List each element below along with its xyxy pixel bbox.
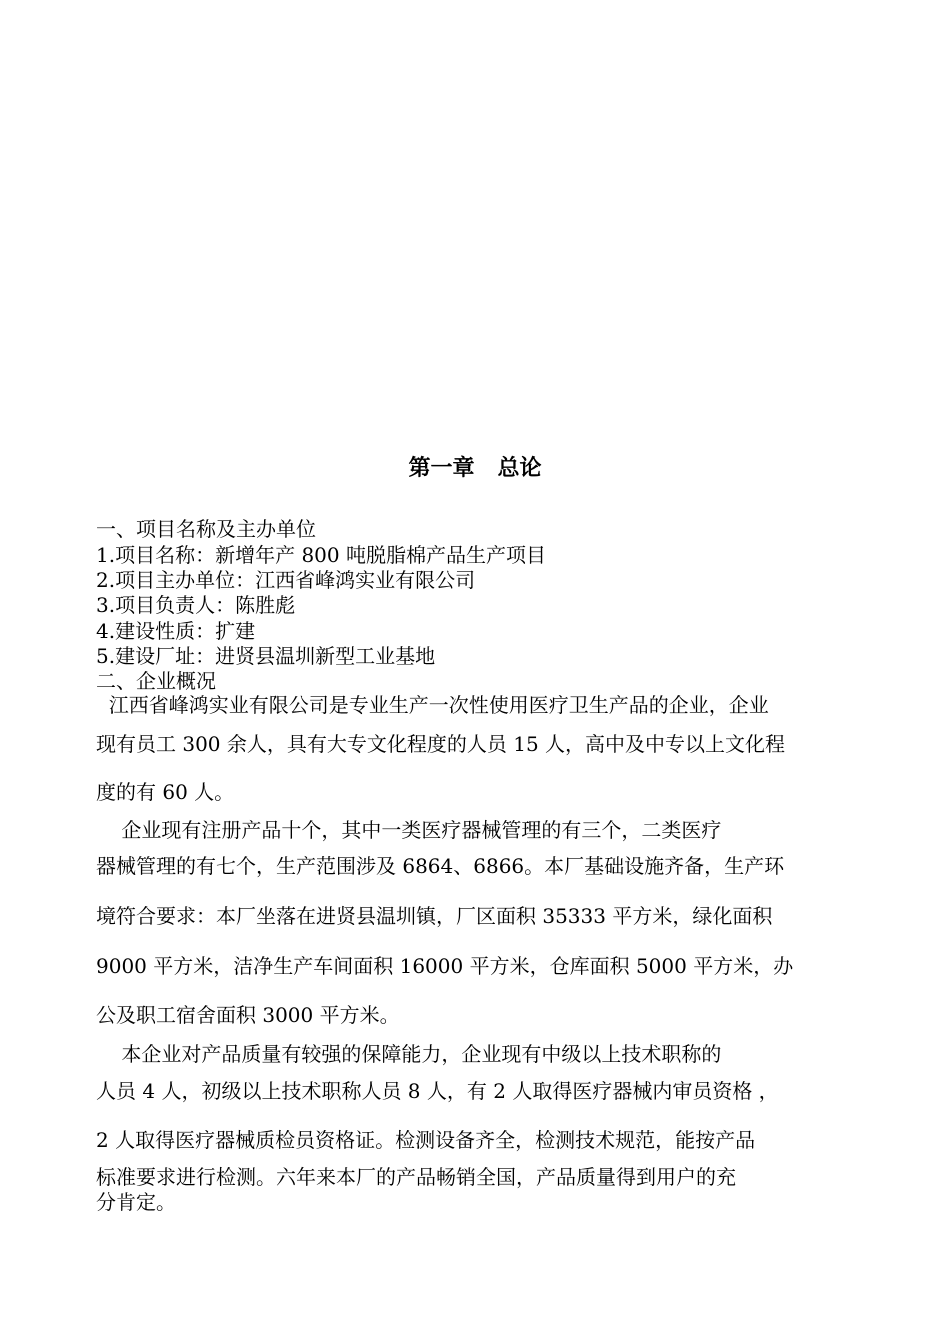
section-heading-project: 一、项目名称及主办单位 (96, 517, 316, 541)
project-item-nature: 4.建设性质：扩建 (96, 619, 256, 643)
paragraph-line: 公及职工宿舍面积 3000 平方米。 (96, 1003, 400, 1027)
paragraph-line: 本企业对产品质量有较强的保障能力，企业现有中级以上技术职称的 (96, 1042, 722, 1066)
project-item-site: 5.建设厂址：进贤县温圳新型工业基地 (96, 644, 436, 668)
paragraph-line: 分肯定。 (96, 1190, 176, 1214)
project-item-leader: 3.项目负责人：陈胜彪 (96, 593, 296, 617)
section-heading-company: 二、企业概况 (96, 669, 216, 693)
paragraph-line: 度的有 60 人。 (96, 780, 235, 804)
paragraph-line: 2 人取得医疗器械质检员资格证。检测设备齐全，检测技术规范，能按产品 (96, 1128, 756, 1152)
paragraph-line: 人员 4 人，初级以上技术职称人员 8 人，有 2 人取得医疗器械内审员资格 ， (96, 1079, 779, 1103)
paragraph-line: 境符合要求：本厂坐落在进贤县温圳镇，厂区面积 35333 平方米，绿化面积 (96, 904, 773, 928)
paragraph-line: 企业现有注册产品十个，其中一类医疗器械管理的有三个，二类医疗 (96, 818, 722, 842)
paragraph-line: 9000 平方米，洁净生产车间面积 16000 平方米，仓库面积 5000 平方米，办 (96, 954, 794, 978)
project-item-name: 1.项目名称：新增年产 800 吨脱脂棉产品生产项目 (96, 543, 546, 567)
paragraph-line: 标准要求进行检测。六年来本厂的产品畅销全国，产品质量得到用户的充 (96, 1165, 736, 1189)
project-item-sponsor: 2.项目主办单位：江西省峰鸿实业有限公司 (96, 568, 476, 592)
paragraph-line: 现有员工 300 余人，具有大专文化程度的人员 15 人，高中及中专以上文化程 (96, 732, 786, 756)
paragraph-line: 器械管理的有七个，生产范围涉及 6864、6866。本厂基础设施齐备，生产环 (96, 854, 785, 878)
paragraph-line: 江西省峰鸿实业有限公司是专业生产一次性使用医疗卫生产品的企业，企业 (96, 693, 769, 717)
chapter-title: 第一章 总论 (408, 455, 542, 481)
